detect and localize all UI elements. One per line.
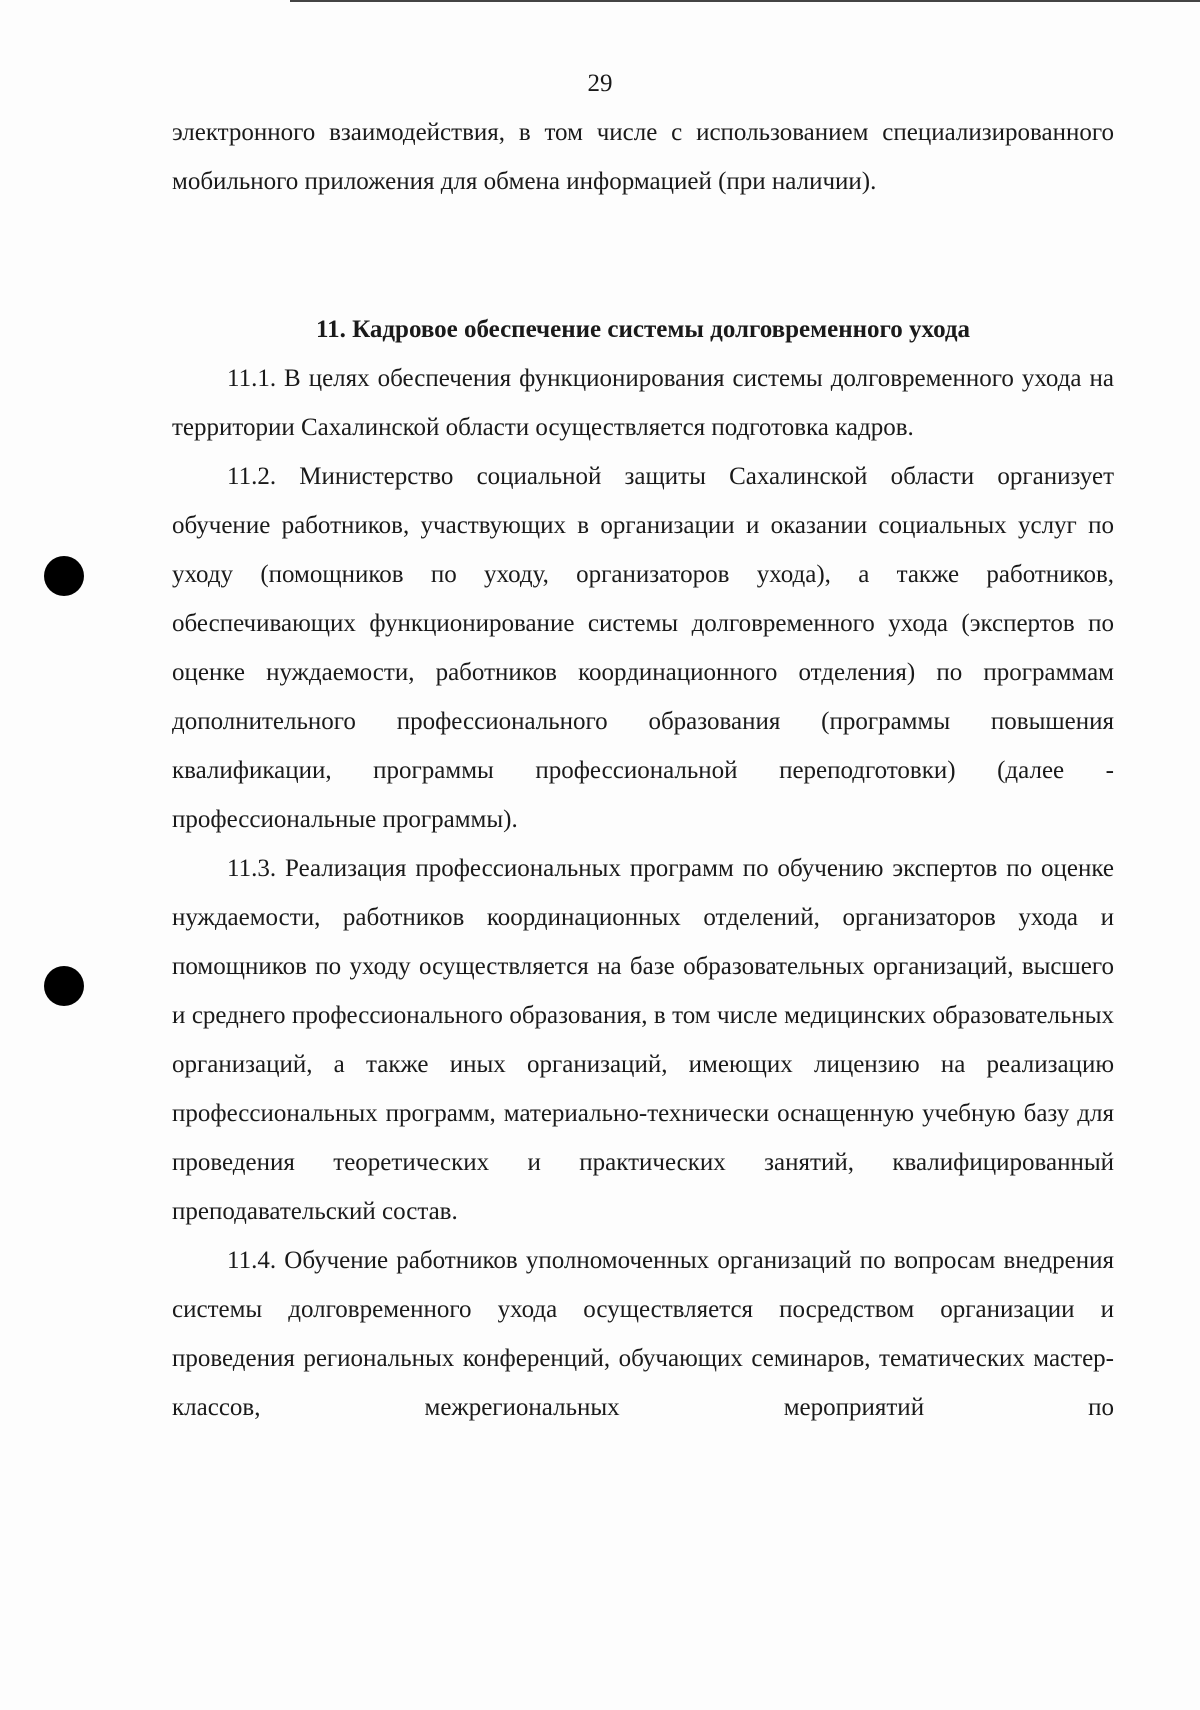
punch-hole [44, 556, 84, 596]
scan-top-edge [290, 0, 1200, 2]
section-block [172, 305, 1114, 1432]
section-heading: 11. Кадровое обеспечение системы долговременного ухода [315, 316, 971, 343]
page-number: 29 [587, 70, 613, 97]
paragraph-11-4: 11.4. Обучение работников уполномоченных организаций по вопросам внедрения системы долговременного ухода осуществляется посредством организации и проведения региональных конференций, обучающих семинаров, тематических мастер-классов, межрегиональных мероприятий по [172, 1247, 1114, 1421]
continuation-paragraph: электронного взаимодействия, в том числе с использованием специализированного мобильного приложения для обмена информацией (при наличии). [172, 119, 1114, 195]
paragraph-11-3: 11.3. Реализация профессиональных программ по обучению экспертов по оценке нуждаемости, работников координационных отделений, организаторов ухода и помощников по уходу осуществляется на базе образовательных организаций, высшего и среднего профессионального образования, в том числе медицинских образовательных организаций, а также иных организаций, имеющих лицензию на реализацию профессиональных программ, материально-технически оснащенную учебную базу для проведения теоретических и практических занятий, квалифицированный преподавательский состав. [172, 855, 1114, 1225]
paragraph-11-2: 11.2. Министерство социальной защиты Сахалинской области организует обучение работников, участвующих в организации и оказании социальных услуг по уходу (помощников по уходу, организаторов ухода), а также работников, обеспечивающих функционирование системы долговременного ухода (экспертов по оценке нуждаемости, работников координационного отделения) по программам дополнительного профессионального образования (программы повышения квалификации, программы профессиональной переподготовки) (далее - профессиональные программы). [172, 463, 1114, 833]
punch-hole [44, 966, 84, 1006]
continuation-block [172, 108, 1114, 206]
paragraph-11-1: 11.1. В целях обеспечения функционирования системы долговременного ухода на территории Сахалинской области осуществляется подготовка кадров. [172, 365, 1114, 441]
